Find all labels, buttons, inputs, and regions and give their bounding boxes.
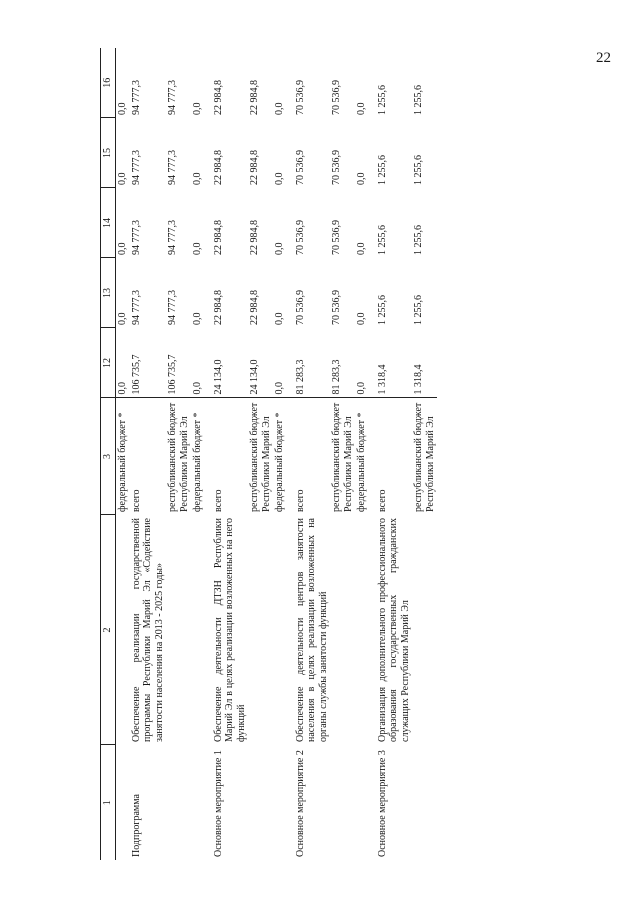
funding-source-cell: всего bbox=[376, 489, 388, 512]
program-name-cell: Основное мероприятие 2 bbox=[294, 750, 306, 857]
program-name-cell bbox=[412, 745, 437, 860]
funding-source-cell: всего bbox=[130, 489, 142, 512]
value-cell: 1 255,6 bbox=[413, 85, 424, 115]
funding-source-cell: федеральный бюджет * bbox=[274, 412, 285, 512]
value-cell: 0,0 bbox=[274, 172, 285, 185]
value-cell: 0,0 bbox=[274, 242, 285, 255]
col-header: 3 bbox=[101, 398, 116, 515]
table-row bbox=[330, 48, 355, 860]
table-row bbox=[369, 48, 413, 860]
funding-source-cell: федеральный бюджет * bbox=[356, 412, 367, 512]
program-name-cell bbox=[330, 745, 355, 860]
table-row bbox=[116, 48, 130, 860]
value-cell: 0,0 bbox=[117, 102, 128, 115]
table-body bbox=[116, 48, 438, 860]
value-cell: 70 536,9 bbox=[331, 80, 342, 115]
value-cell: 0,0 bbox=[192, 102, 203, 115]
program-name-cell bbox=[248, 745, 273, 860]
value-cell: 22 984,8 bbox=[212, 150, 224, 185]
value-cell: 1 255,6 bbox=[376, 85, 388, 115]
value-cell: 24 134,0 bbox=[205, 328, 249, 398]
program-name-cell bbox=[191, 745, 205, 860]
value-cell: 106 735,7 bbox=[130, 328, 167, 398]
budget-table bbox=[100, 48, 437, 860]
rotated-table-stage bbox=[100, 48, 580, 860]
table-row bbox=[205, 48, 249, 860]
program-description-cell bbox=[273, 515, 287, 745]
value-cell: 0,0 bbox=[192, 172, 203, 185]
value-cell: 0,0 bbox=[192, 242, 203, 255]
value-cell: 94 777,3 bbox=[167, 220, 178, 255]
program-description-cell bbox=[116, 515, 130, 745]
program-description-cell: Обеспечение деятельности ДТЗН Республики Марий Эл в целях реализации возложенных на него функций bbox=[212, 518, 247, 742]
value-cell: 1 255,6 bbox=[376, 155, 388, 185]
value-cell: 70 536,9 bbox=[294, 290, 306, 325]
value-cell: 70 536,9 bbox=[294, 150, 306, 185]
program-description-cell bbox=[248, 515, 273, 745]
table-row bbox=[191, 48, 205, 860]
col-header: 16 bbox=[101, 48, 116, 118]
program-description-cell: Обеспечение деятельности центров занятости населения в целях реализации возложенных на органы службы занятости функций bbox=[294, 518, 329, 742]
table-row bbox=[130, 48, 167, 860]
value-cell: 94 777,3 bbox=[167, 150, 178, 185]
value-cell: 22 984,8 bbox=[212, 220, 224, 255]
table-row bbox=[412, 48, 437, 860]
value-cell: 0,0 bbox=[117, 172, 128, 185]
value-cell: 22 984,8 bbox=[212, 290, 224, 325]
table-row bbox=[248, 48, 273, 860]
table-row bbox=[287, 48, 331, 860]
value-cell: 81 283,3 bbox=[287, 328, 331, 398]
program-description-cell bbox=[355, 515, 369, 745]
col-header: 15 bbox=[101, 118, 116, 188]
value-cell: 22 984,8 bbox=[249, 80, 260, 115]
funding-source-cell: всего bbox=[294, 489, 306, 512]
program-description-cell bbox=[330, 515, 355, 745]
program-description-cell bbox=[166, 515, 191, 745]
program-description-cell bbox=[191, 515, 205, 745]
funding-source-cell: всего bbox=[212, 489, 224, 512]
col-header: 14 bbox=[101, 188, 116, 258]
value-cell: 81 283,3 bbox=[330, 328, 355, 398]
value-cell: 0,0 bbox=[117, 312, 128, 325]
table-row bbox=[355, 48, 369, 860]
value-cell: 0,0 bbox=[116, 328, 130, 398]
program-name-cell: Подпрограмма bbox=[130, 794, 142, 857]
value-cell: 1 255,6 bbox=[413, 225, 424, 255]
value-cell: 22 984,8 bbox=[249, 220, 260, 255]
value-cell: 0,0 bbox=[356, 312, 367, 325]
program-name-cell: Основное мероприятие 3 bbox=[376, 750, 388, 857]
value-cell: 22 984,8 bbox=[212, 80, 224, 115]
value-cell: 22 984,8 bbox=[249, 150, 260, 185]
value-cell: 0,0 bbox=[273, 328, 287, 398]
value-cell: 94 777,3 bbox=[130, 290, 142, 325]
funding-source-cell: республиканский бюджет Республики Марий Эл bbox=[413, 402, 436, 512]
col-header: 1 bbox=[101, 745, 116, 860]
value-cell: 106 735,7 bbox=[166, 328, 191, 398]
value-cell: 94 777,3 bbox=[130, 150, 142, 185]
value-cell: 1 255,6 bbox=[413, 155, 424, 185]
value-cell: 94 777,3 bbox=[130, 80, 142, 115]
value-cell: 0,0 bbox=[356, 242, 367, 255]
value-cell: 1 255,6 bbox=[376, 295, 388, 325]
value-cell: 0,0 bbox=[191, 328, 205, 398]
value-cell: 70 536,9 bbox=[294, 80, 306, 115]
table-row bbox=[273, 48, 287, 860]
program-description-cell: Организация дополнительного профессионального образования государственных гражданских служащих Республики Марий Эл bbox=[376, 518, 411, 742]
program-name-cell: Основное мероприятие 1 bbox=[212, 750, 224, 857]
funding-source-cell: федеральный бюджет * bbox=[117, 412, 128, 512]
value-cell: 0,0 bbox=[274, 312, 285, 325]
value-cell: 94 777,3 bbox=[167, 80, 178, 115]
value-cell: 0,0 bbox=[117, 242, 128, 255]
program-description-cell bbox=[412, 515, 437, 745]
value-cell: 70 536,9 bbox=[294, 220, 306, 255]
value-cell: 1 255,6 bbox=[376, 225, 388, 255]
program-name-cell bbox=[355, 745, 369, 860]
value-cell: 94 777,3 bbox=[130, 220, 142, 255]
value-cell: 70 536,9 bbox=[331, 220, 342, 255]
funding-source-cell: республиканский бюджет Республики Марий Эл bbox=[249, 402, 272, 512]
value-cell: 70 536,9 bbox=[331, 150, 342, 185]
program-name-cell bbox=[116, 745, 130, 860]
value-cell: 1 255,6 bbox=[413, 295, 424, 325]
page-number: 22 bbox=[596, 50, 611, 66]
value-cell: 1 318,4 bbox=[412, 328, 437, 398]
table-header-row bbox=[101, 48, 116, 860]
funding-source-cell: республиканский бюджет Республики Марий Эл bbox=[331, 402, 354, 512]
value-cell: 0,0 bbox=[356, 102, 367, 115]
program-name-cell bbox=[166, 745, 191, 860]
value-cell: 0,0 bbox=[356, 172, 367, 185]
funding-source-cell: федеральный бюджет * bbox=[192, 412, 203, 512]
value-cell: 70 536,9 bbox=[331, 290, 342, 325]
value-cell: 94 777,3 bbox=[167, 290, 178, 325]
funding-source-cell: республиканский бюджет Республики Марий Эл bbox=[167, 402, 190, 512]
col-header: 12 bbox=[101, 328, 116, 398]
value-cell: 0,0 bbox=[274, 102, 285, 115]
program-name-cell bbox=[273, 745, 287, 860]
value-cell: 0,0 bbox=[355, 328, 369, 398]
table-row bbox=[166, 48, 191, 860]
program-description-cell: Обеспечение реализации государственной программы Республики Марий Эл «Содействие занятости населения на 2013 - 2025 годы» bbox=[130, 518, 165, 742]
value-cell: 24 134,0 bbox=[248, 328, 273, 398]
col-header: 13 bbox=[101, 258, 116, 328]
col-header: 2 bbox=[101, 515, 116, 745]
value-cell: 22 984,8 bbox=[249, 290, 260, 325]
value-cell: 1 318,4 bbox=[369, 328, 413, 398]
value-cell: 0,0 bbox=[192, 312, 203, 325]
